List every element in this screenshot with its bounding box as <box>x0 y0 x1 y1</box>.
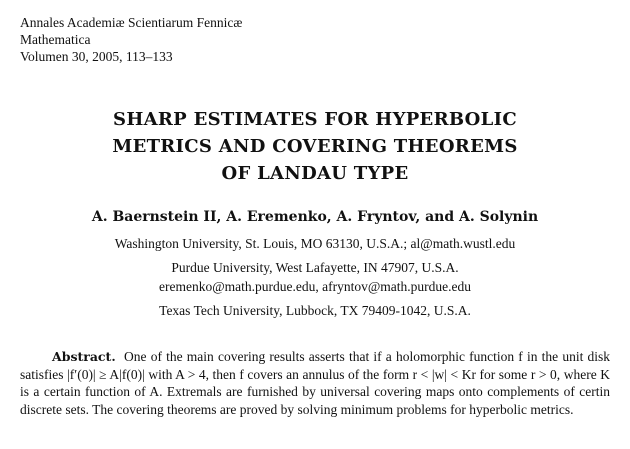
paper-title <box>0 106 630 187</box>
abstract <box>20 348 610 418</box>
journal-subject: Mathematica <box>20 32 91 47</box>
author-list: A. Baernstein II, A. Eremenko, A. Fryntov, and A. Solynin <box>91 209 539 225</box>
title-line-3: OF LANDAU TYPE <box>221 163 409 184</box>
title-line-2: METRICS AND COVERING THEOREMS <box>112 136 518 157</box>
title-line-1: SHARP ESTIMATES FOR HYPERBOLIC <box>113 109 517 130</box>
abstract-text: One of the main covering results asserts that if a holomorphic function f in the unit disk satisfies |f′(0)| ≥ A|f(0)| with A > 4, then f covers an annulus of the form r < |w| < Kr for some r > 0, where K is a certain function of A. Extremals are furnished by universal covering maps onto complements of certin discrete sets. The covering theorems are proved by solving minimum problems for hyperbolic metrics. <box>20 349 610 417</box>
affiliation-purdue-emails: eremenko@math.purdue.edu, afryntov@math.purdue.edu <box>158 279 472 294</box>
journal-volume: Volumen 30, 2005, 113–133 <box>20 49 173 64</box>
abstract-label: Abstract. <box>52 349 116 364</box>
journal-name: Annales Academiæ Scientiarum Fennicæ <box>20 15 243 30</box>
journal-header <box>20 14 242 65</box>
affiliation-washington: Washington University, St. Louis, MO 63130, U.S.A.; al@math.wustl.edu <box>114 236 516 251</box>
affiliation-texas: Texas Tech University, Lubbock, TX 79409-1042, U.S.A. <box>159 303 471 318</box>
affiliation-purdue: Purdue University, West Lafayette, IN 47907, U.S.A. <box>171 260 459 275</box>
